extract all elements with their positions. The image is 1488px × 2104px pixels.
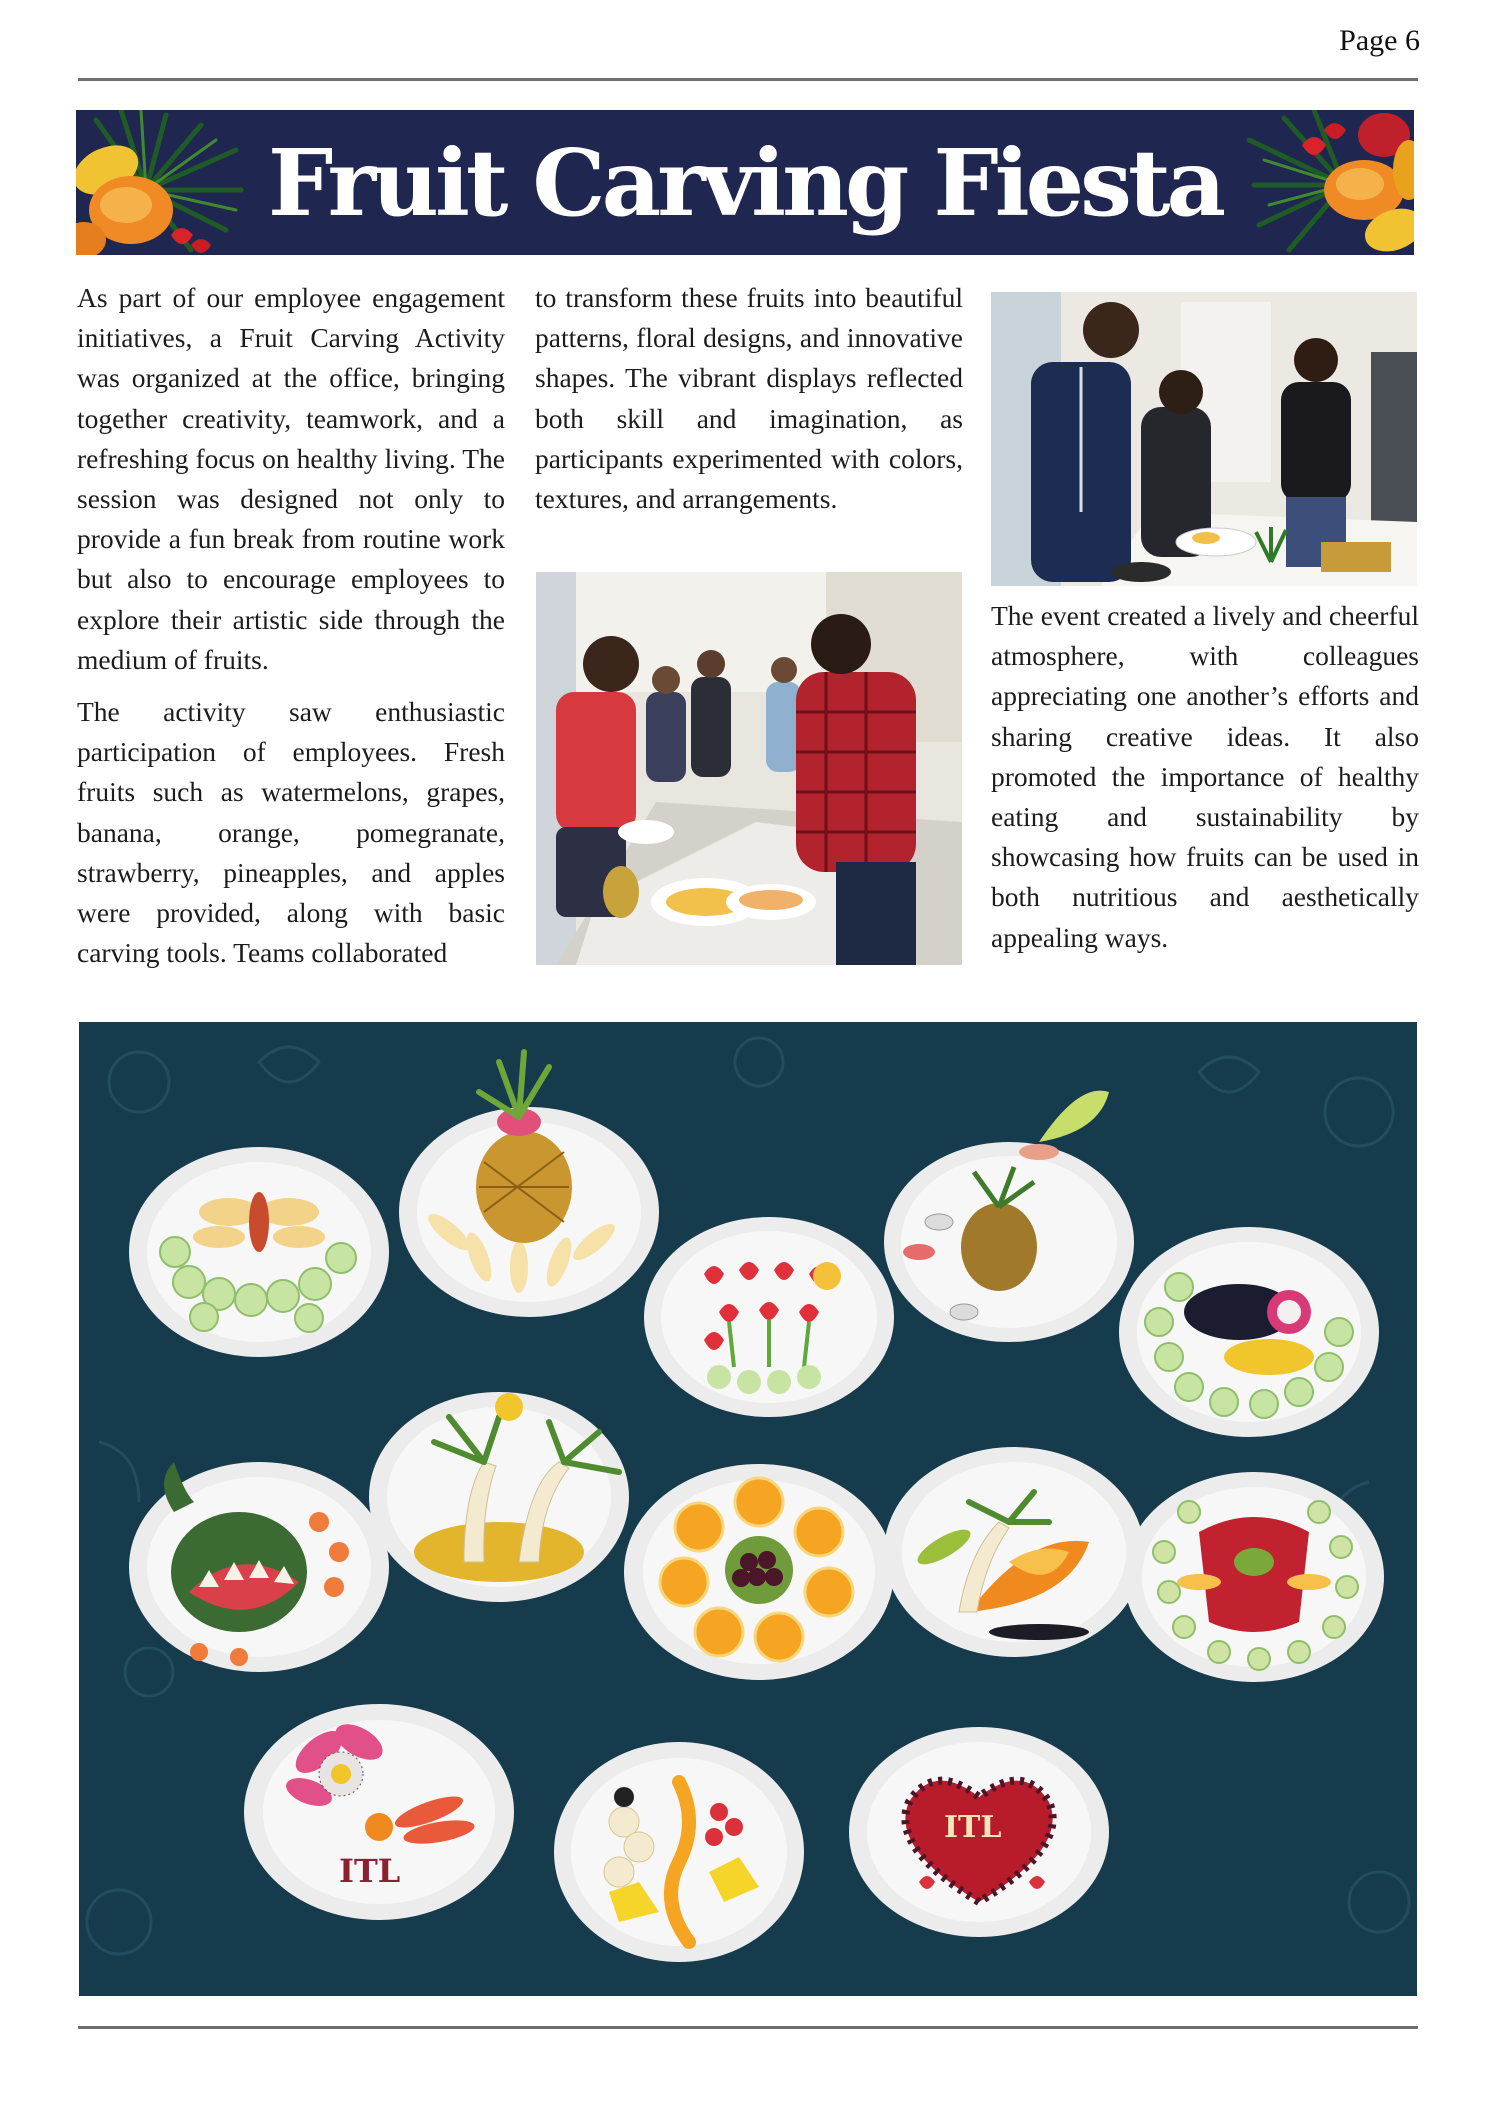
article-paragraph-displays: to transform these fruits into beautiful patterns, floral designs, and innovative shapes. The vibrant displays reflected both skill and imagination, as participants experimented with colors, textures, and arrangements. (535, 282, 963, 515)
plate-banana-pineapple-design (554, 1742, 804, 1962)
article-paragraph-intro: As part of our employee engagement initiatives, a Fruit Carving Activity was organized at the office, bringing together creativity, teamwork, and a refreshing focus on healthy living. The session was designed not only to provide a fun break from routine work but also to encourage employees to explore their artistic side through the medium of fruits. (77, 282, 505, 675)
plate-strawberry-tulips (644, 1217, 894, 1417)
plate-pineapple-peacock (884, 1091, 1134, 1342)
plate-dragonfruit-flower-itl (244, 1704, 514, 1920)
footer-divider (78, 2026, 1418, 2029)
plate-pineapple-sun (399, 1052, 659, 1317)
article-column-2 (535, 278, 963, 531)
itl-carving-text: ITL (339, 1852, 401, 1890)
team-carving-photo (536, 572, 962, 965)
plate-banana-palm-trees (369, 1392, 629, 1602)
plate-pomegranate-figure (1124, 1472, 1384, 1682)
colleagues-carving-photo (991, 292, 1417, 586)
plate-orange-kiwi-flower (624, 1464, 894, 1680)
itl-heart-text: ITL (944, 1810, 1002, 1845)
plate-palm-island (884, 1447, 1144, 1657)
mango-strawberry-cluster-icon (1244, 110, 1414, 255)
banner-title: Fruit Carving Fiesta (267, 129, 1223, 237)
article-paragraph-participation: The activity saw enthusiastic participation of employees. Fresh fruits such as watermelons, grapes, banana, orange, pomegranate, strawberry, pineapples, and apples were provided, along with basic carving tools. Teams collaborated (77, 696, 505, 969)
title-banner (76, 110, 1414, 255)
header-divider (78, 78, 1418, 81)
plate-watermelon-shark (129, 1462, 389, 1672)
article-column-1 (77, 278, 505, 985)
fruit-plates-showcase (79, 1022, 1417, 1996)
article-paragraph-atmosphere: The event created a lively and cheerful atmosphere, with colleagues appreciating one another’s efforts and sharing creative ideas. It also promoted the importance of healthy eating and sustainability by showcasing how fruits can be used in both nutritious and aesthetically appealing ways. (991, 600, 1419, 953)
plate-pomegranate-heart (849, 1727, 1109, 1937)
plate-berry-dragonfruit (1119, 1227, 1379, 1437)
page-number: Page 6 (1339, 24, 1420, 57)
plate-apple-butterfly (129, 1147, 389, 1357)
